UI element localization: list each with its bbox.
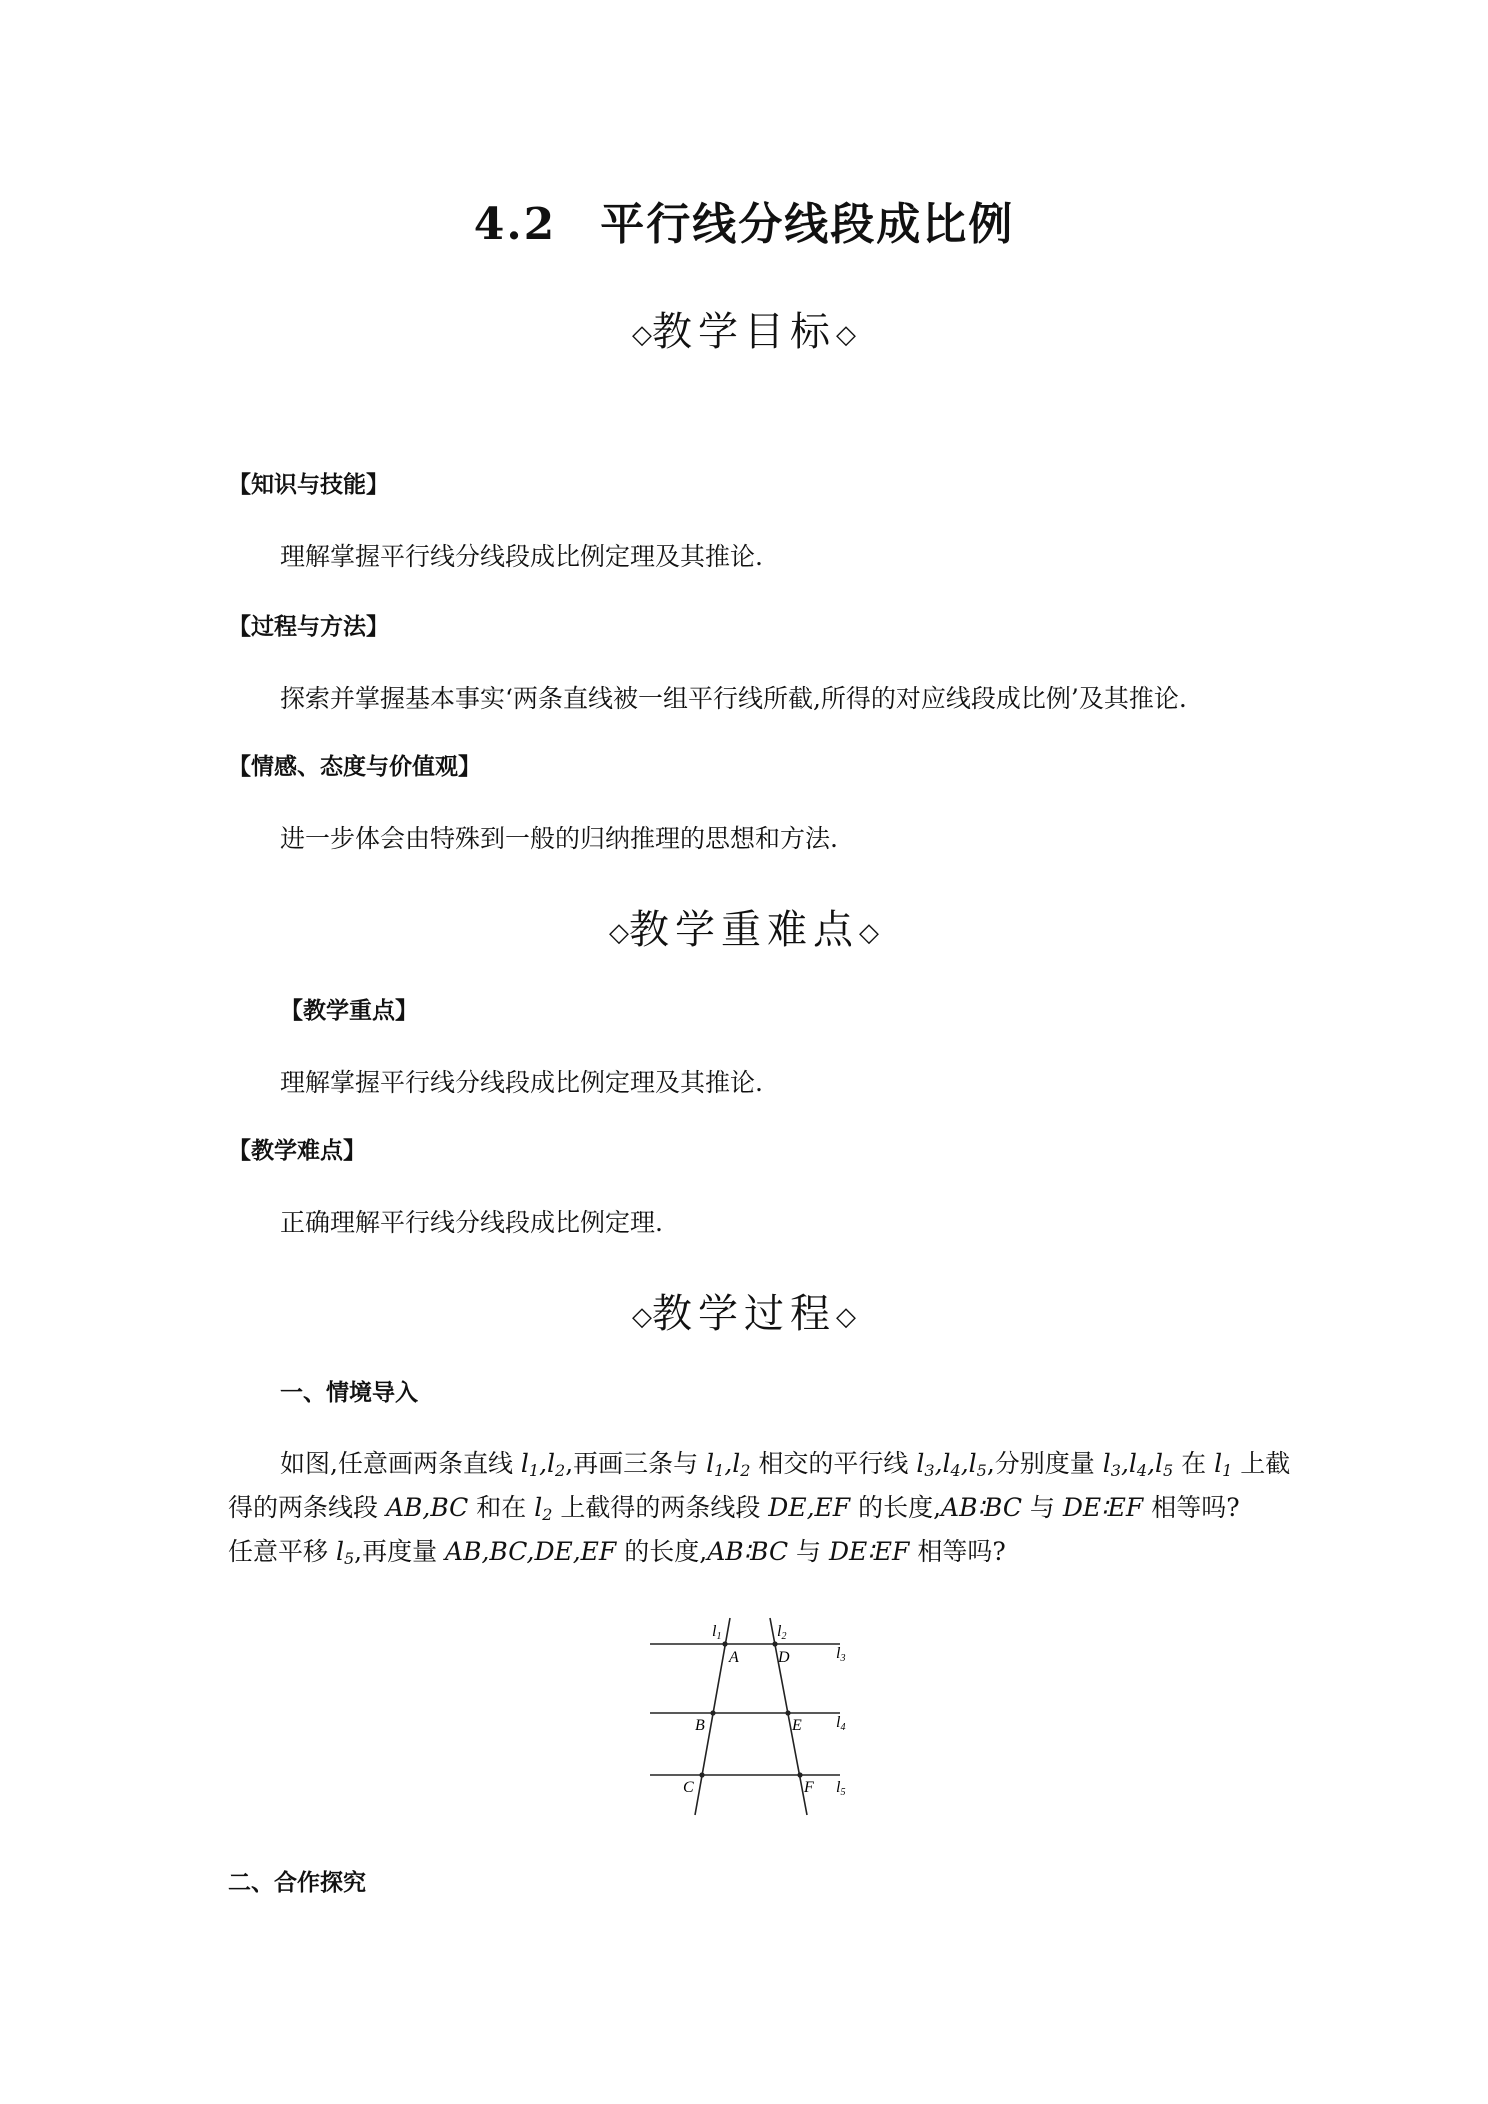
section-key-title: 教学重难点 xyxy=(629,907,859,953)
l1: $l_1$ xyxy=(1214,1449,1233,1480)
l2: $l_2$ xyxy=(534,1493,553,1524)
section-process xyxy=(0,1282,1488,1339)
l1-l2: $l_1,l_2$ xyxy=(520,1449,566,1480)
diamond-icon: ◇ xyxy=(632,1302,652,1332)
l5: $l_5$ xyxy=(335,1537,355,1568)
point-f xyxy=(797,1772,802,1777)
point-c xyxy=(699,1772,704,1777)
step2-label: 二、合作探究 xyxy=(228,1870,366,1896)
intro-line-2 xyxy=(228,1488,1240,1524)
diamond-icon: ◇ xyxy=(836,1302,856,1332)
point-a xyxy=(722,1641,727,1646)
label-l4: l4 xyxy=(836,1714,846,1733)
label-c: C xyxy=(683,1779,694,1796)
text-fragment: 上截得的两条线段 xyxy=(552,1493,769,1522)
ratio-de-ef: DE∶EF xyxy=(1062,1493,1144,1522)
point-b xyxy=(710,1710,715,1715)
point-e xyxy=(785,1710,790,1715)
label-e: E xyxy=(792,1717,802,1734)
intro-line-3 xyxy=(228,1532,1006,1568)
text-fragment: 的长度, xyxy=(616,1537,708,1566)
method-label: 【过程与方法】 xyxy=(228,614,389,640)
text-fragment: 在 xyxy=(1173,1449,1215,1478)
focus-label: 【教学重点】 xyxy=(280,998,418,1024)
text-fragment: ,再度量 xyxy=(354,1537,446,1566)
label-l1: l1 xyxy=(712,1623,722,1642)
label-a: A xyxy=(729,1649,739,1666)
emotion-text: 进一步体会由特殊到一般的归纳推理的思想和方法. xyxy=(280,824,838,853)
page-title xyxy=(0,188,1488,252)
text-fragment: 相交的平行线 xyxy=(750,1449,917,1478)
diamond-icon: ◇ xyxy=(632,320,652,350)
knowledge-label: 【知识与技能】 xyxy=(228,472,389,498)
method-text: 探索并掌握基本事实‘两条直线被一组平行线所截,所得的对应线段成比例’及其推论. xyxy=(280,684,1187,713)
title-text: 平行线分线段成比例 xyxy=(600,199,1015,250)
section-process-title: 教学过程 xyxy=(652,1291,836,1337)
text-fragment: ,分别度量 xyxy=(986,1449,1103,1478)
ratio-ab-bc: AB∶BC xyxy=(707,1537,789,1566)
label-b: B xyxy=(695,1717,705,1734)
diamond-icon: ◇ xyxy=(609,918,629,948)
text-fragment: 相等吗? xyxy=(1143,1493,1240,1522)
point-d xyxy=(772,1641,777,1646)
difficulty-label: 【教学难点】 xyxy=(228,1138,366,1164)
section-goals xyxy=(0,300,1488,357)
title-number: 4.2 xyxy=(473,199,557,250)
text-fragment: 任意平移 xyxy=(228,1537,336,1566)
diamond-icon: ◇ xyxy=(859,918,879,948)
text-fragment: 与 xyxy=(1021,1493,1063,1522)
segments-all: AB,BC,DE,EF xyxy=(445,1537,617,1566)
section-key-points xyxy=(0,898,1488,955)
label-l3: l3 xyxy=(836,1645,846,1664)
text-fragment: 相等吗? xyxy=(909,1537,1006,1566)
ratio-de-ef: DE∶EF xyxy=(829,1537,910,1566)
label-l2: l2 xyxy=(777,1623,787,1642)
text-fragment: 上截 xyxy=(1232,1449,1291,1478)
section-goals-title: 教学目标 xyxy=(652,309,836,355)
text-fragment: 的长度, xyxy=(850,1493,942,1522)
focus-text: 理解掌握平行线分线段成比例定理及其推论. xyxy=(280,1068,763,1097)
l3-l4-l5: $l_3,l_4,l_5$ xyxy=(916,1449,987,1480)
text-fragment: 得的两条线段 xyxy=(228,1493,386,1522)
diamond-icon: ◇ xyxy=(836,320,856,350)
difficulty-text: 正确理解平行线分线段成比例定理. xyxy=(280,1208,663,1237)
knowledge-text: 理解掌握平行线分线段成比例定理及其推论. xyxy=(280,542,763,571)
l3-l4-l5: $l_3,l_4,l_5$ xyxy=(1102,1449,1174,1480)
text-fragment: 和在 xyxy=(468,1493,535,1522)
text-fragment: 与 xyxy=(788,1537,829,1566)
segments-ab-bc: AB,BC xyxy=(385,1493,469,1522)
segments-de-ef: DE,EF xyxy=(768,1493,851,1522)
text-fragment: 如图,任意画两条直线 xyxy=(280,1449,521,1478)
emotion-label: 【情感、态度与价值观】 xyxy=(228,754,481,780)
step1-label: 一、情境导入 xyxy=(280,1380,418,1406)
label-l5: l5 xyxy=(836,1779,846,1798)
label-f: F xyxy=(804,1779,814,1796)
intro-line-1 xyxy=(280,1444,1290,1480)
ratio-ab-bc: AB∶BC xyxy=(941,1493,1022,1522)
parallel-lines-figure xyxy=(640,1600,860,1830)
label-d: D xyxy=(778,1649,790,1666)
text-fragment: ,再画三条与 xyxy=(565,1449,707,1478)
l1-l2: $l_1,l_2$ xyxy=(706,1449,751,1480)
